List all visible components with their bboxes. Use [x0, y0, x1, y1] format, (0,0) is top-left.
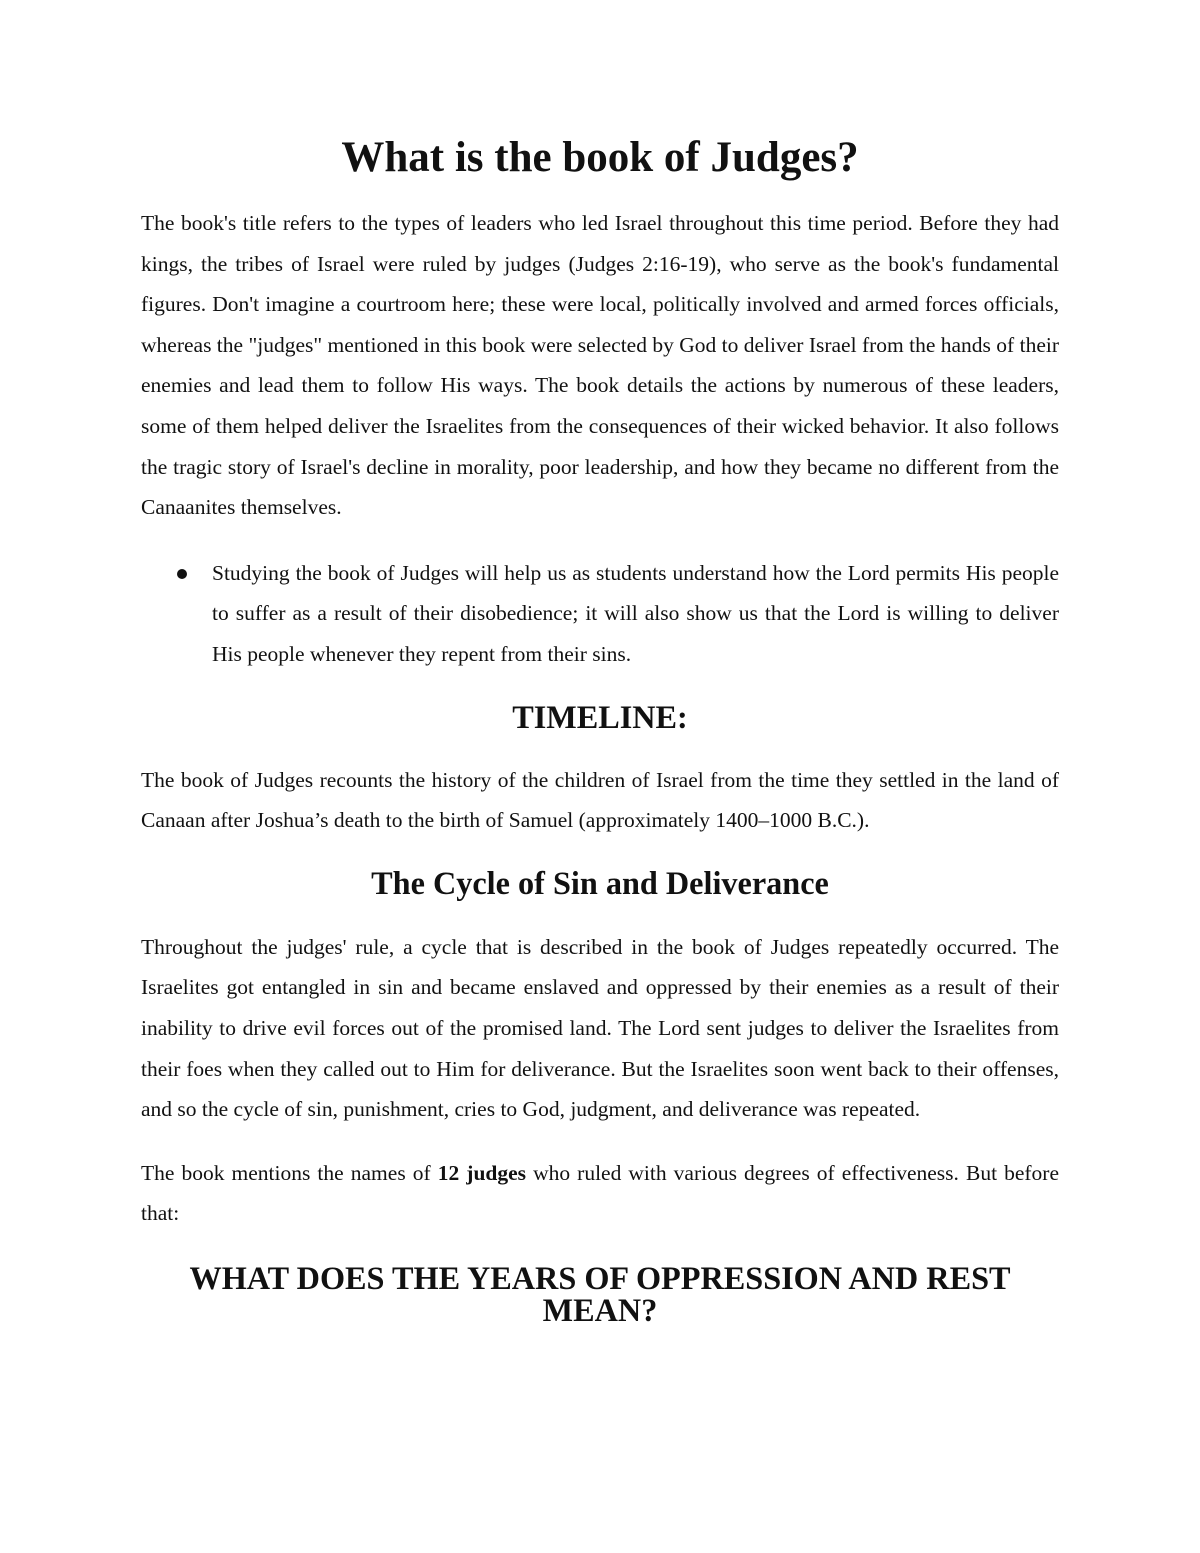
cycle-paragraph: Throughout the judges' rule, a cycle that is described in the book of Judges repeatedly occurred. The Israelites got entangled in sin and became enslaved and oppressed by their enemies as a result of their inability to drive evil forces out of the promised land. The Lord sent judges to deliver the Israelites from their foes when they called out to Him for deliverance. But the Israelites soon went back to their offenses, and so the cycle of sin, punishment, cries to God, judgment, and deliverance was repeated. [141, 934, 1059, 1122]
bullet-item [141, 553, 1059, 675]
intro-paragraph: The book's title refers to the types of leaders who led Israel throughout this time period. Before they had kings, the tribes of Israel were ruled by judges (Judges 2:16-19), who serve as the book's fundamental figures. Don't imagine a courtroom here; these were local, politically involved and armed forces officials, whereas the "judges" mentioned in this book were selected by God to deliver Israel from the hands of their enemies and lead them to follow His ways. The book details the actions by numerous of these leaders, some of them helped deliver the Israelites from the consequences of their wicked behavior. It also follows the tragic story of Israel's decline in morality, poor leadership, and how they became no different from the Canaanites themselves. [141, 211, 1059, 520]
judges-count: 12 judges [437, 1160, 527, 1185]
bullet-dot-icon [177, 569, 187, 579]
timeline-paragraph: The book of Judges recounts the history of the children of Israel from the time they settled in the land of Canaan after Joshua’s death to the birth of Samuel (approximately 1400–1000 B.C.). [141, 767, 1059, 833]
judges-paragraph-end: who ruled with various degrees of effectiveness. But before that: [141, 1160, 1060, 1226]
judges-paragraph [141, 1153, 1059, 1234]
bullet-list [141, 553, 1059, 675]
cycle-heading: The Cycle of Sin and Deliverance [371, 864, 829, 901]
bullet-item-text: Studying the book of Judges will help us as students understand how the Lord permits His people to suffer as a result of their disobedience; it will also show us that the Lord is willing to deliver His people whenever they repent from their sins. [212, 560, 1059, 666]
oppression-heading: WHAT DOES THE YEARS OF OPPRESSION AND REST MEAN? [189, 1259, 1011, 1328]
main-heading: What is the book of Judges? [341, 134, 859, 181]
document-body [141, 134, 1060, 1328]
judges-paragraph-start: The book mentions the names of [141, 1160, 438, 1185]
timeline-heading: TIMELINE: [512, 698, 688, 735]
